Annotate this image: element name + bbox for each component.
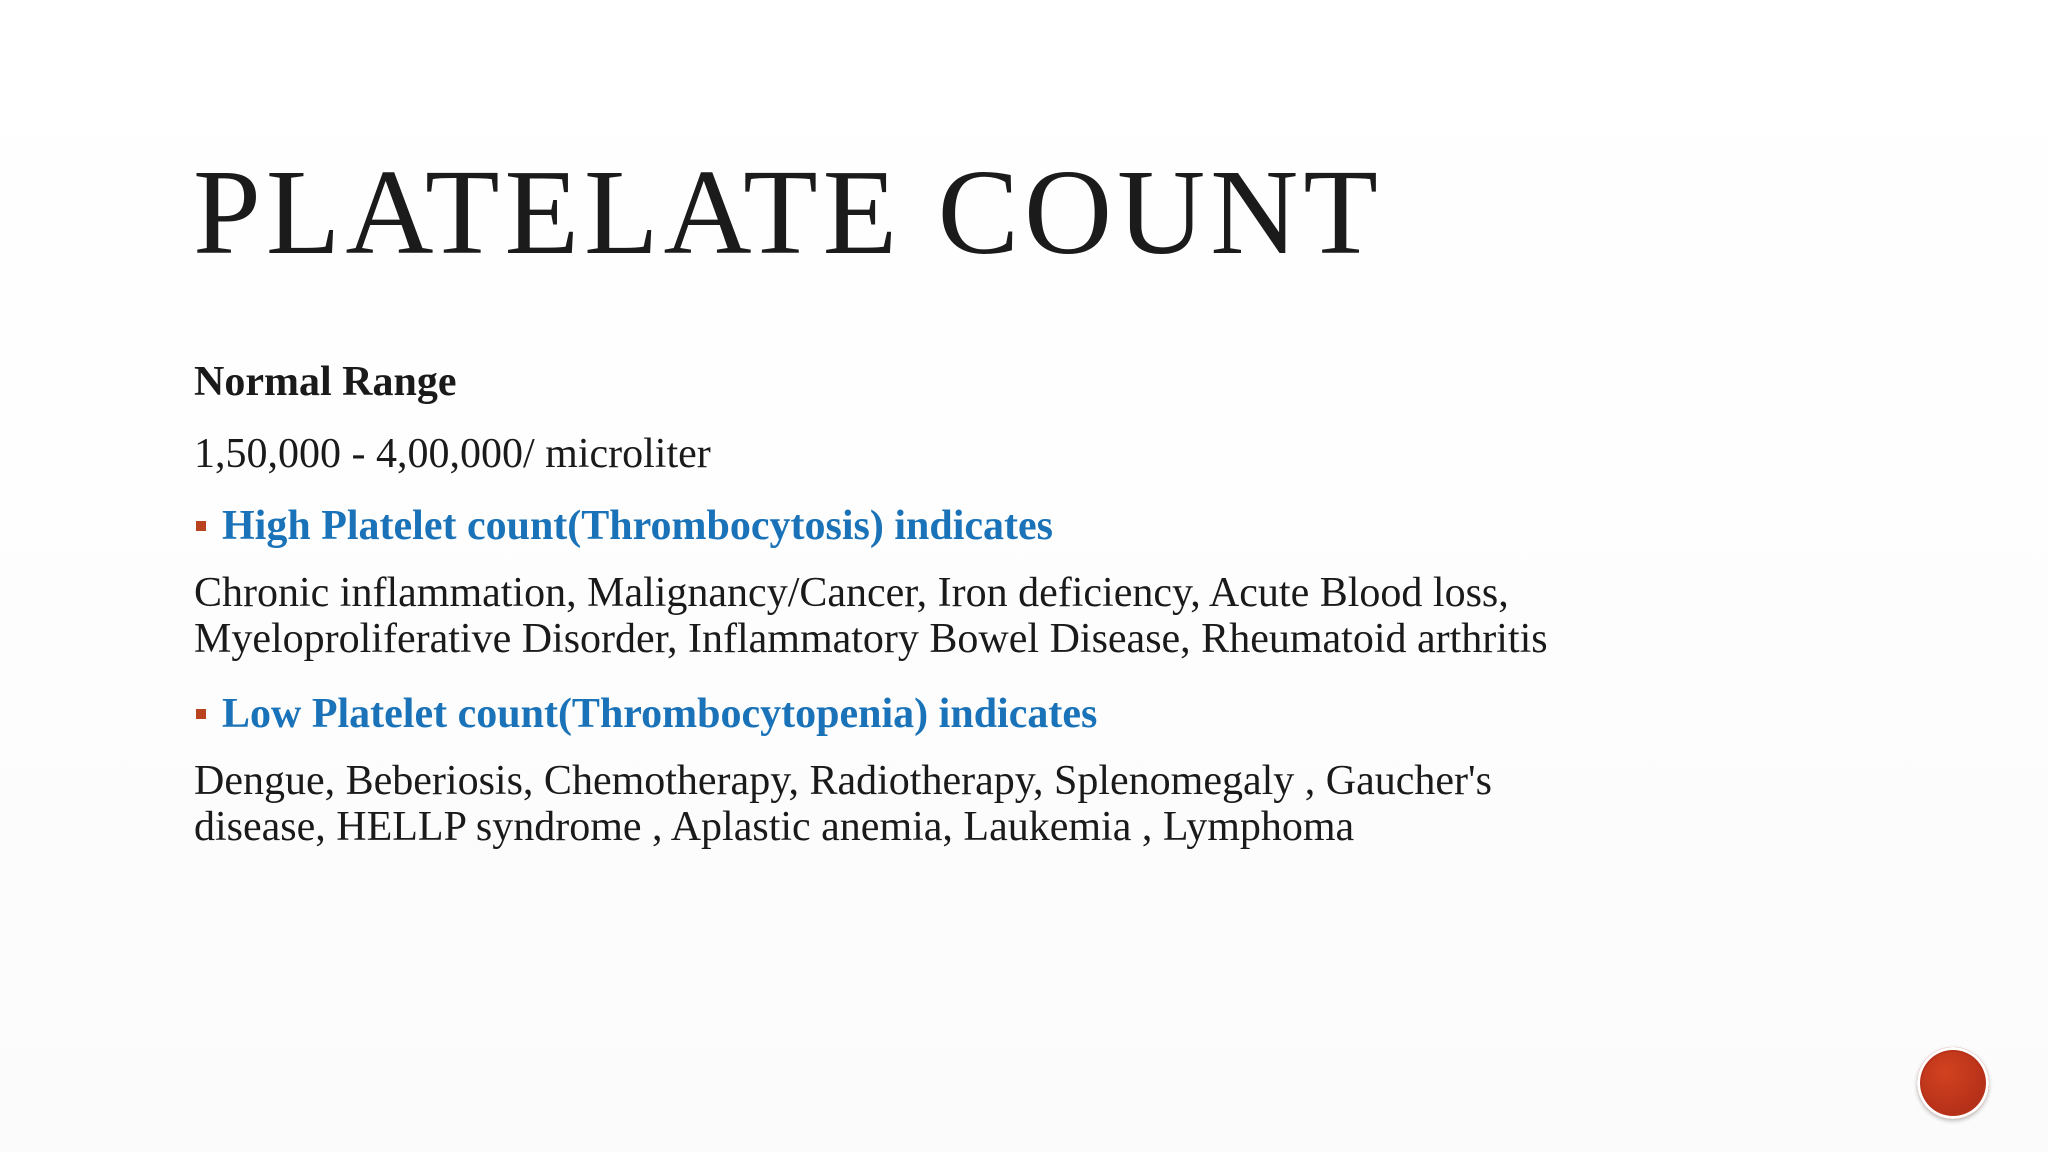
square-bullet-icon: [196, 709, 206, 719]
normal-range-heading: Normal Range: [194, 359, 457, 405]
high-count-causes: [194, 570, 1844, 662]
low-count-causes: [194, 758, 1844, 850]
low-count-bullet: [194, 686, 1844, 742]
high-count-causes-line: Myeloproliferative Disorder, Inflammatory Bowel Disease, Rheumatoid arthritis: [194, 616, 1548, 662]
high-count-heading: High Platelet count(Thrombocytosis) indicates: [222, 503, 1054, 549]
low-count-causes-line: Dengue, Beberiosis, Chemotherapy, Radiotherapy, Splenomegaly , Gaucher's: [194, 758, 1492, 804]
slide-title: PLATELATE COUNT: [193, 145, 1383, 280]
slide-body: [194, 354, 1844, 874]
low-count-causes-line: disease, HELLP syndrome , Aplastic anemia, Laukemia , Lymphoma: [194, 804, 1355, 850]
high-count-causes-line: Chronic inflammation, Malignancy/Cancer, Iron deficiency, Acute Blood loss,: [194, 570, 1509, 616]
normal-range-value: 1,50,000 - 4,00,000/ microliter: [194, 431, 711, 477]
high-count-bullet: [194, 498, 1844, 554]
low-count-heading: Low Platelet count(Thrombocytopenia) indicates: [222, 691, 1098, 737]
square-bullet-icon: [196, 521, 206, 531]
circle-nav-button[interactable]: [1917, 1047, 1989, 1119]
